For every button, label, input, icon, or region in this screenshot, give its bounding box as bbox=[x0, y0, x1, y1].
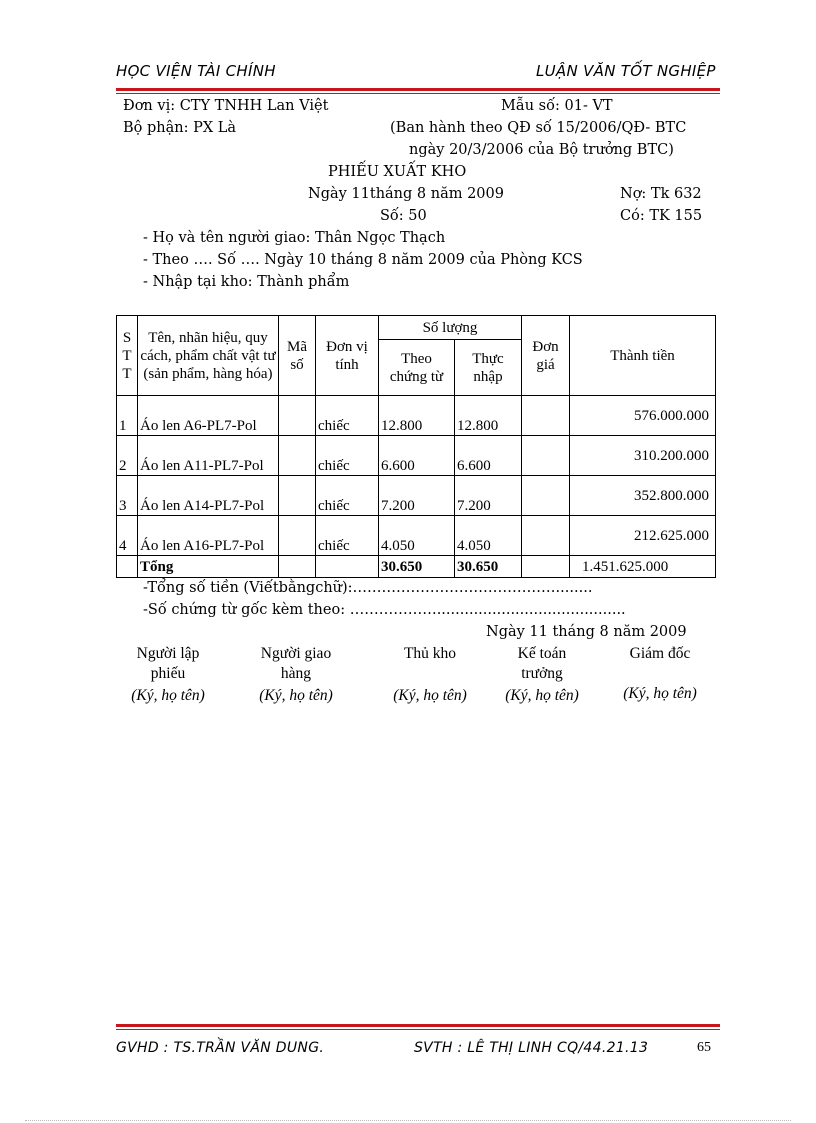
signature-deliverer bbox=[244, 644, 348, 706]
row-price bbox=[522, 476, 570, 516]
table-row bbox=[117, 476, 716, 516]
signature-title: Giám đốc bbox=[629, 645, 691, 662]
total-unit bbox=[316, 556, 379, 578]
signature-preparer bbox=[118, 644, 218, 706]
row-amount: 352.800.000 bbox=[570, 476, 716, 516]
signature-title: Người giao hàng bbox=[260, 645, 332, 682]
row-amount: 212.625.000 bbox=[570, 516, 716, 556]
doc-number: Số: 50 bbox=[380, 208, 427, 224]
header-price: Đơn giá bbox=[522, 316, 570, 396]
row-price bbox=[522, 436, 570, 476]
row-name: Áo len A6-PL7-Pol bbox=[138, 396, 279, 436]
signature-title: Thủ kho bbox=[403, 645, 457, 662]
total-stt bbox=[117, 556, 138, 578]
form-number: Mẫu số: 01- VT bbox=[501, 98, 613, 114]
row-stt: 1 bbox=[117, 396, 138, 436]
header-amount: Thành tiền bbox=[570, 316, 716, 396]
footer-rule bbox=[116, 1024, 720, 1027]
table-total-row bbox=[117, 556, 716, 578]
deliverer-line: - Họ và tên người giao: Thân Ngọc Thạch bbox=[143, 230, 446, 246]
page-edge bbox=[25, 1120, 791, 1121]
footer-student: SVTH : LÊ THỊ LINH CQ/44.21.13 bbox=[414, 1040, 649, 1056]
doc-title: PHIẾU XUẤT KHO bbox=[328, 164, 467, 180]
signature-director bbox=[608, 644, 712, 704]
footer-rule-thin bbox=[116, 1029, 720, 1030]
footer-supervisor: GVHD : TS.TRẦN VĂN DUNG. bbox=[116, 1040, 325, 1056]
page-number: 65 bbox=[697, 1040, 711, 1055]
row-actual: 6.600 bbox=[455, 436, 522, 476]
row-name: Áo len A14-PL7-Pol bbox=[138, 476, 279, 516]
signature-note: (Ký, họ tên) bbox=[623, 685, 697, 702]
department: Bộ phận: PX Là bbox=[123, 120, 237, 136]
signature-note: (Ký, họ tên) bbox=[505, 687, 579, 704]
header-code: Mã số bbox=[279, 316, 316, 396]
source-documents: -Số chứng từ gốc kèm theo: ………………......................................... bbox=[143, 602, 626, 618]
row-code bbox=[279, 516, 316, 556]
row-code bbox=[279, 476, 316, 516]
row-stt: 3 bbox=[117, 476, 138, 516]
row-by-document: 6.600 bbox=[379, 436, 455, 476]
total-price bbox=[522, 556, 570, 578]
header-rule bbox=[116, 88, 720, 91]
row-actual: 7.200 bbox=[455, 476, 522, 516]
signature-note: (Ký, họ tên) bbox=[259, 687, 333, 704]
reference-line: - Theo …. Số …. Ngày 10 tháng 8 năm 2009 của Phòng KCS bbox=[143, 252, 583, 268]
row-stt: 2 bbox=[117, 436, 138, 476]
unit: Đơn vị: CTY TNHH Lan Việt bbox=[123, 98, 329, 114]
row-price bbox=[522, 516, 570, 556]
row-unit: chiếc bbox=[316, 516, 379, 556]
header-thesis: LUẬN VĂN TỐT NGHIỆP bbox=[536, 62, 716, 80]
row-actual: 12.800 bbox=[455, 396, 522, 436]
goods-table bbox=[116, 315, 716, 578]
header-stt: S T T bbox=[117, 316, 138, 396]
row-name: Áo len A16-PL7-Pol bbox=[138, 516, 279, 556]
amount-in-words: -Tổng số tiền (Viếtbằngchữ):……………………………………........ bbox=[143, 580, 593, 596]
total-label: Tổng bbox=[138, 556, 279, 578]
table-row bbox=[117, 516, 716, 556]
total-code bbox=[279, 556, 316, 578]
header-unit: Đơn vị tính bbox=[316, 316, 379, 396]
issued-by: (Ban hành theo QĐ số 15/2006/QĐ- BTC bbox=[390, 120, 687, 136]
signature-note: (Ký, họ tên) bbox=[393, 687, 467, 704]
row-unit: chiếc bbox=[316, 436, 379, 476]
row-actual: 4.050 bbox=[455, 516, 522, 556]
total-actual: 30.650 bbox=[455, 556, 522, 578]
signature-title: Người lập phiếu bbox=[136, 645, 200, 682]
row-code bbox=[279, 396, 316, 436]
warehouse-line: - Nhập tại kho: Thành phẩm bbox=[143, 274, 350, 290]
row-by-document: 7.200 bbox=[379, 476, 455, 516]
table-header-row bbox=[117, 316, 716, 340]
row-unit: chiếc bbox=[316, 396, 379, 436]
credit-account: Có: TK 155 bbox=[620, 208, 703, 224]
row-amount: 576.000.000 bbox=[570, 396, 716, 436]
signature-date: Ngày 11 tháng 8 năm 2009 bbox=[486, 624, 687, 640]
header-name: Tên, nhãn hiệu, quy cách, phẩm chất vật tư (sản phẩm, hàng hóa) bbox=[138, 316, 279, 396]
row-name: Áo len A11-PL7-Pol bbox=[138, 436, 279, 476]
total-by-document: 30.650 bbox=[379, 556, 455, 578]
signature-note: (Ký, họ tên) bbox=[131, 687, 205, 704]
table-row bbox=[117, 396, 716, 436]
row-unit: chiếc bbox=[316, 476, 379, 516]
row-amount: 310.200.000 bbox=[570, 436, 716, 476]
header-rule-thin bbox=[116, 93, 720, 94]
header-actual: Thực nhập bbox=[455, 340, 522, 396]
debit-account: Nợ: Tk 632 bbox=[620, 186, 702, 202]
issued-date: ngày 20/3/2006 của Bộ trưởng BTC) bbox=[409, 142, 674, 158]
header-by-document: Theo chứng từ bbox=[379, 340, 455, 396]
table-row bbox=[117, 436, 716, 476]
doc-date: Ngày 11tháng 8 năm 2009 bbox=[308, 186, 504, 202]
row-price bbox=[522, 396, 570, 436]
total-amount: 1.451.625.000 bbox=[570, 556, 716, 578]
header-quantity: Số lượng bbox=[379, 316, 522, 340]
signature-title: Kế toán trưởng bbox=[517, 645, 567, 682]
row-by-document: 4.050 bbox=[379, 516, 455, 556]
row-code bbox=[279, 436, 316, 476]
signature-storekeeper bbox=[380, 644, 480, 706]
header-school: HỌC VIỆN TÀI CHÍNH bbox=[116, 62, 276, 80]
signature-chief-accountant bbox=[490, 644, 594, 706]
row-by-document: 12.800 bbox=[379, 396, 455, 436]
row-stt: 4 bbox=[117, 516, 138, 556]
